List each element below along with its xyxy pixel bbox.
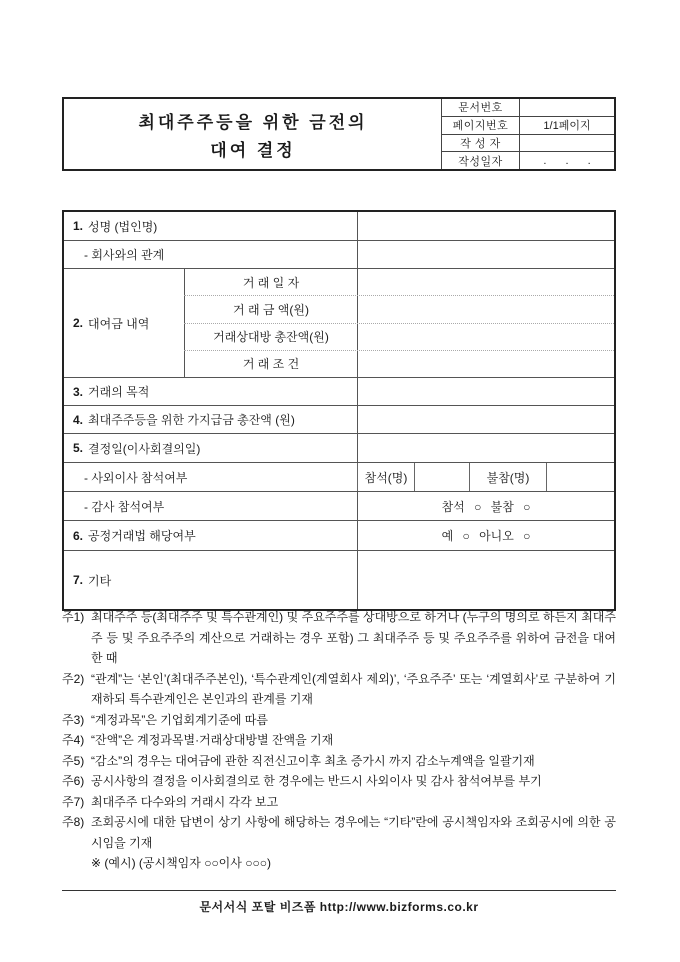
write-date-value: . . . [543, 154, 591, 167]
page-number-row [442, 116, 614, 134]
footnote-4 [62, 730, 616, 751]
loan-date-label: 거 래 일 자 [184, 269, 357, 295]
row-fairtrade-label [64, 521, 357, 550]
row-name-number: 1. [73, 219, 84, 233]
page-number-label: 페이지번호 [442, 117, 520, 134]
outside-director-absent-label: 불참(명) [469, 463, 546, 491]
counterparty-balance-value [357, 324, 614, 350]
counterparty-balance-label: 거래상대방 총잔액(원) [184, 324, 357, 350]
author-row [442, 134, 614, 152]
footnote-6-text: 공시사항의 결정을 이사회결의로 한 경우에는 반드시 사외이사 및 감사 참석여부를 부기 [91, 774, 542, 788]
doc-info-table [441, 99, 614, 169]
footnote-7 [62, 792, 616, 813]
row-fairtrade-text: 공정거래법 해당여부 [88, 529, 196, 543]
row-auditor-value: 참석 ○ 불참 ○ [357, 492, 614, 520]
doc-number-label: 문서번호 [442, 99, 520, 116]
footnote-8 [62, 812, 616, 853]
footnote-2-text: “관계”는 ‘본인’(최대주주본인), ‘특수관계인(계열회사 제외)’, ‘주요주주’ 또는 ‘계열회사’로 구분하여 기재하되 특수관계인은 본인과의 관계를 기재 [91, 671, 616, 706]
loan-subrow-date [184, 269, 614, 295]
row-etc-text: 기타 [88, 573, 112, 588]
row-advance-balance-label [64, 406, 357, 433]
row-purpose-value [357, 378, 614, 405]
footnotes [62, 607, 616, 874]
outside-director-attend-count [414, 463, 469, 491]
outside-director-attend-label: 참석(명) [357, 463, 414, 491]
row-purpose-label [64, 378, 357, 405]
footnote-5-text: “감소”의 경우는 대여금에 관한 직전신고이후 최초 증가시 까지 감소누계액을 일괄기재 [91, 753, 535, 768]
footnote-2-number: 주2) [62, 671, 85, 686]
row-purpose-number: 3. [73, 384, 84, 399]
loan-terms-label: 거 래 조 건 [184, 351, 357, 377]
footnote-3 [62, 710, 616, 731]
row-loan-number: 2. [73, 316, 84, 330]
row-purpose-text: 거래의 목적 [88, 385, 150, 399]
footnote-2 [62, 669, 616, 710]
footnote-6-number: 주6) [62, 774, 85, 788]
outside-director-absent-count [546, 463, 614, 491]
document-title-line1: 최대주주등을 위한 금전의 [138, 112, 368, 132]
row-name-label [64, 212, 357, 240]
row-name [64, 212, 614, 240]
footnote-8-number: 주8) [62, 815, 85, 829]
document-title [64, 99, 442, 169]
row-auditor-label: - 감사 참석여부 [84, 499, 165, 514]
footnote-5-number: 주5) [62, 753, 85, 768]
footnote-3-number: 주3) [62, 712, 85, 727]
footnote-7-number: 주7) [62, 794, 85, 809]
row-fairtrade-number: 6. [73, 528, 84, 543]
loan-amount-value [357, 296, 614, 322]
doc-number-value [520, 99, 614, 116]
row-decision-date-label [64, 434, 357, 462]
row-auditor [64, 491, 614, 520]
row-decision-date-number: 5. [73, 441, 84, 455]
footnote-example-text: ※ (예시) (공시책임자 ○○이사 ○○○) [91, 856, 271, 870]
author-label: 작 성 자 [442, 135, 520, 152]
write-date-row [442, 151, 614, 169]
row-etc [64, 550, 614, 609]
row-loan-label [64, 269, 184, 377]
footnote-1-number: 주1) [62, 610, 85, 624]
page-number-value: 1/1페이지 [543, 120, 591, 133]
row-fairtrade [64, 520, 614, 550]
row-outside-director [64, 462, 614, 491]
doc-number-row [442, 99, 614, 116]
row-decision-date-value [357, 434, 614, 462]
footnote-7-text: 최대주주 다수와의 거래시 각각 보고 [91, 794, 279, 809]
footnote-5 [62, 751, 616, 772]
author-value [520, 135, 614, 152]
footnote-example [62, 853, 616, 874]
footnote-4-number: 주4) [62, 733, 85, 747]
row-fairtrade-value: 예 ○ 아니오 ○ [357, 521, 614, 550]
document-title-line2: 대여 결정 [210, 140, 296, 160]
footer-divider [62, 890, 616, 891]
loan-date-value [357, 269, 614, 295]
footnote-8-text: 조회공시에 대한 답변이 상기 사항에 해당하는 경우에는 “기타”란에 공시책임자와 조회공시에 의한 공시임을 기재 [91, 815, 616, 850]
loan-subrows [184, 269, 614, 377]
footer-credit: 문서서식 포탈 비즈폼 http://www.bizforms.co.kr [199, 900, 479, 914]
row-etc-value [357, 551, 614, 609]
row-advance-balance [64, 405, 614, 433]
document-header-box [62, 97, 616, 171]
row-etc-number: 7. [73, 573, 84, 587]
footnote-4-text: “잔액”은 계정과목별·거래상대방별 잔액을 기재 [91, 733, 334, 747]
write-date-label: 작성일자 [442, 152, 520, 169]
row-purpose [64, 377, 614, 405]
footnote-3-text: “계정과목”은 기업회계기준에 따름 [91, 712, 268, 727]
row-advance-balance-number: 4. [73, 412, 84, 427]
row-decision-date-text: 결정일(이사회결의일) [88, 441, 201, 456]
row-relation-label: - 회사와의 관계 [84, 248, 165, 262]
row-name-text: 성명 (법인명) [88, 219, 158, 234]
loan-subrow-counterparty-balance [184, 323, 614, 350]
loan-subrow-amount [184, 295, 614, 322]
row-advance-balance-text: 최대주주등을 위한 가지급금 총잔액 (원) [88, 413, 295, 427]
row-decision-date [64, 433, 614, 462]
loan-subrow-terms [184, 350, 614, 377]
footnote-1 [62, 607, 616, 669]
footnote-example-number [62, 853, 91, 874]
row-loan-text: 대여금 내역 [88, 316, 150, 331]
row-relation-value [357, 241, 614, 268]
row-loan-details [64, 268, 614, 377]
row-etc-label [64, 551, 357, 609]
row-outside-director-label: - 사외이사 참석여부 [84, 470, 188, 485]
footnote-6 [62, 771, 616, 792]
row-relation [64, 240, 614, 268]
loan-amount-label: 거 래 금 액(원) [184, 296, 357, 322]
row-name-value [357, 212, 614, 240]
footnote-1-text: 최대주주 등(최대주주 및 특수관계인) 및 주요주주를 상대방으로 하거나 (누구의 명의로 하든지 최대주주 등 및 주요주주의 계산으로 거래하는 경우 포함) 그 최대주주 등 및 주요주주를 위하여 금전을 대여한 때 [91, 610, 616, 665]
loan-decision-form-table [62, 210, 616, 611]
row-advance-balance-value [357, 406, 614, 433]
loan-terms-value [357, 351, 614, 377]
